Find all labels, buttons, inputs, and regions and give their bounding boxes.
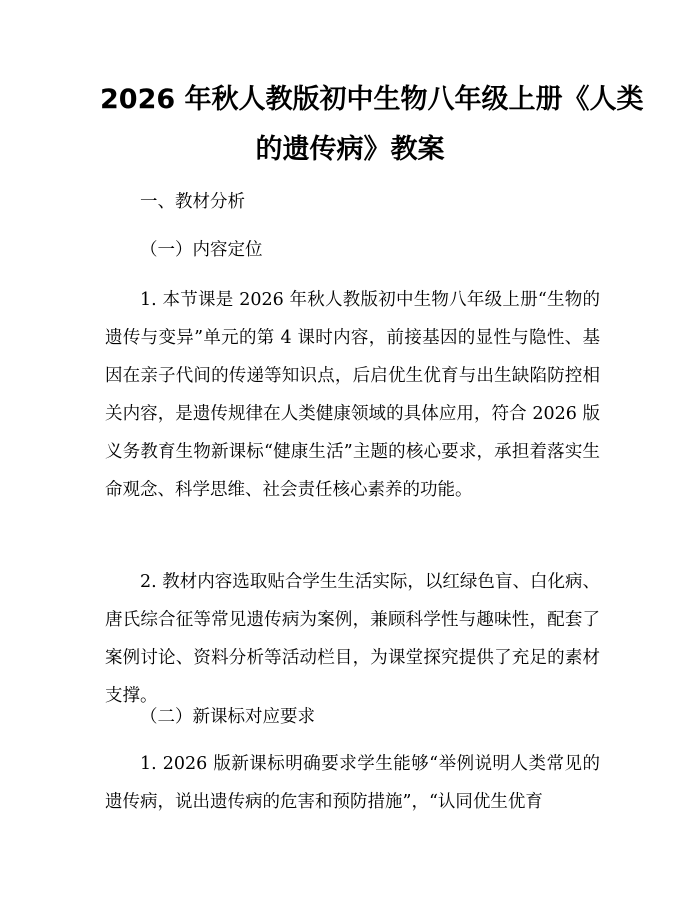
subsection-heading-content-positioning: （一）内容定位	[140, 240, 263, 260]
paragraph-content-positioning-2: 2. 教材内容选取贴合学生生活实际，以红绿色盲、白化病、唐氏综合征等常见遗传病为案例，兼顾科学性与趣味性，配套了案例讨论、资料分析等活动栏目，为课堂探究提供了充足的素材支撑。	[105, 572, 600, 706]
section-heading-textbook-analysis: 一、教材分析	[140, 192, 245, 212]
subsection-heading-curriculum-requirements: （二）新课标对应要求	[140, 707, 315, 727]
paragraph-content-positioning-1: 1. 本节课是 2026 年秋人教版初中生物八年级上册“生物的遗传与变异”单元的第 4 课时内容，前接基因的显性与隐性、基因在亲子代间的传递等知识点，后启优生优育与出生缺陷防控相关内容，是遗传规律在人类健康领域的具体应用，符合 2026 版义务教育生物新课标“健康生活”主题的核心要求，承担着落实生命观念、科学思维、社会责任核心素养的功能。	[105, 290, 600, 500]
paragraph-curriculum-requirements-1: 1. 2026 版新课标明确要求学生能够“举例说明人类常见的遗传病，说出遗传病的危害和预防措施”，“认同优生优育	[105, 754, 600, 812]
document-title-line-1: 2026 年秋人教版初中生物八年级上册《人类	[100, 84, 644, 115]
document-title-line-2: 的遗传病》教案	[255, 134, 445, 165]
